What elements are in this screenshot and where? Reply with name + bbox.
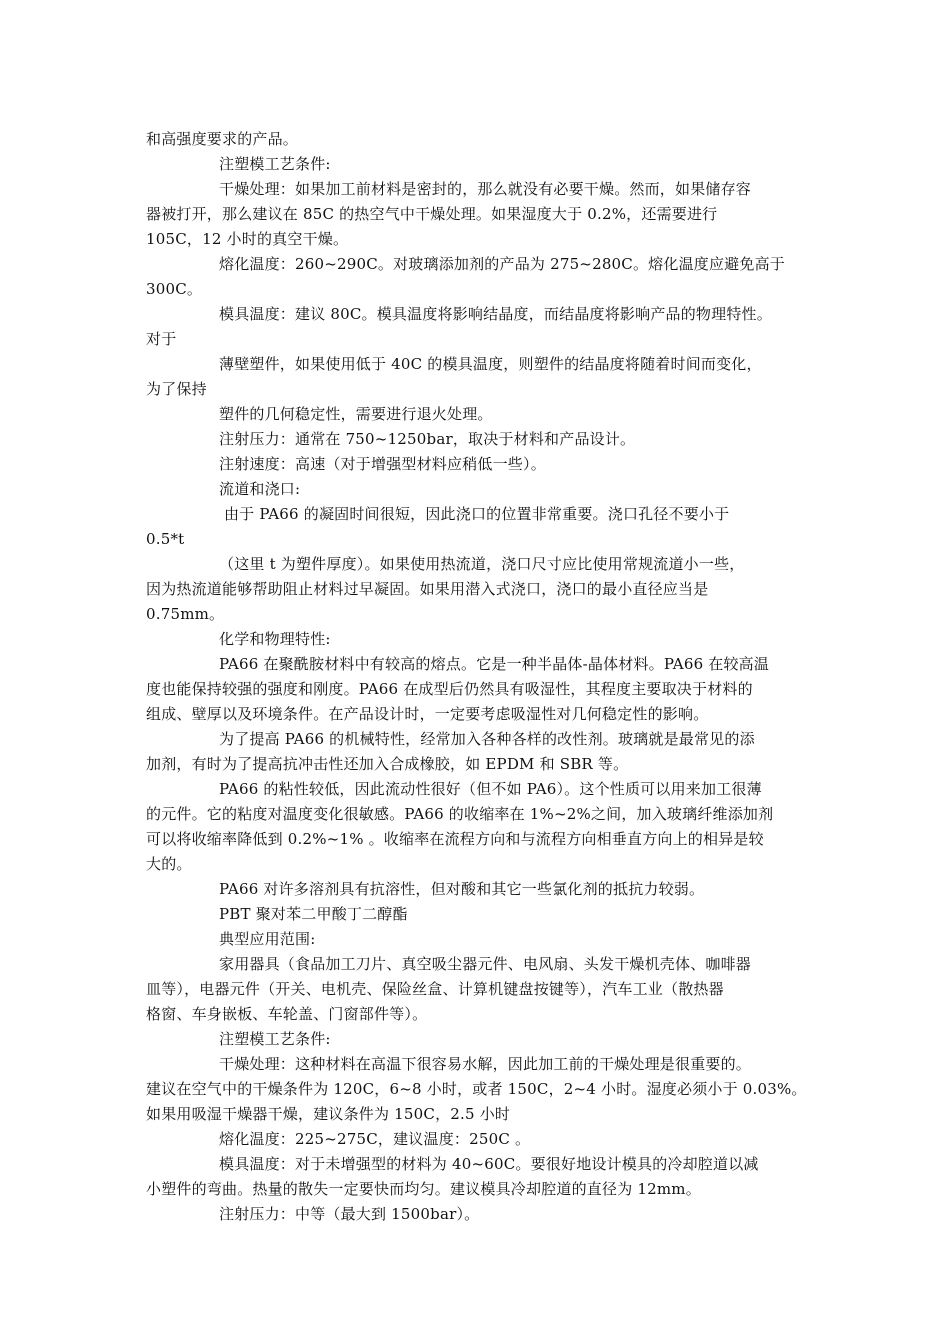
- text-line: 对于: [146, 330, 177, 348]
- text-line: 0.75mm。: [146, 605, 225, 623]
- text-line: PA66 对许多溶剂具有抗溶性，但对酸和其它一些氯化剂的抵抗力较弱。: [219, 880, 705, 898]
- text-line: 皿等），电器元件（开关、电机壳、保险丝盒、计算机键盘按键等），汽车工业（散热器: [146, 980, 724, 998]
- text-line: 化学和物理特性:: [219, 630, 331, 648]
- text-line: 0.5*t: [146, 530, 185, 548]
- text-line: 流道和浇口:: [219, 480, 301, 498]
- text-line: 家用器具（食品加工刀片、真空吸尘器元件、电风扇、头发干燥机壳体、咖啡器: [219, 955, 752, 973]
- text-line: 为了提高 PA66 的机械特性，经常加入各种各样的改性剂。玻璃就是最常见的添: [219, 730, 755, 748]
- text-line: 典型应用范围:: [219, 930, 316, 948]
- text-line: 大的。: [146, 855, 192, 873]
- text-line: 熔化温度：225~275C，建议温度：250C 。: [219, 1130, 531, 1148]
- text-line: PBT 聚对苯二甲酸丁二醇酯: [219, 905, 408, 923]
- text-line: 注射压力：中等（最大到 1500bar）。: [219, 1205, 480, 1223]
- text-line: 由于 PA66 的凝固时间很短，因此浇口的位置非常重要。浇口孔径不要小于: [219, 505, 730, 523]
- text-line: 105C，12 小时的真空干燥。: [146, 230, 349, 248]
- text-line: 模具温度：对于未增强型的材料为 40~60C。要很好地设计模具的冷却腔道以减: [219, 1155, 759, 1173]
- text-line: 可以将收缩率降低到 0.2%~1% 。收缩率在流程方向和与流程方向相垂直方向上的相异是较: [146, 830, 764, 848]
- text-line: 干燥处理：如果加工前材料是密封的，那么就没有必要干燥。然而，如果储存容: [219, 180, 752, 198]
- text-line: 薄壁塑件，如果使用低于 40C 的模具温度，则塑件的结晶度将随着时间而变化，: [219, 355, 762, 373]
- text-line: 组成、壁厚以及环境条件。在产品设计时，一定要考虑吸湿性对几何稳定性的影响。: [146, 705, 709, 723]
- text-line: 注塑模工艺条件:: [219, 155, 331, 173]
- text-line: 的元件。它的粘度对温度变化很敏感。PA66 的收缩率在 1%~2%之间，加入玻璃纤维添加剂: [146, 805, 774, 823]
- text-line: PA66 在聚酰胺材料中有较高的熔点。它是一种半晶体-晶体材料。PA66 在较高温: [219, 655, 770, 673]
- text-line: 加剂，有时为了提高抗冲击性还加入合成橡胶，如 EPDM 和 SBR 等。: [146, 755, 629, 773]
- text-line: 注塑模工艺条件:: [219, 1030, 331, 1048]
- text-line: 模具温度：建议 80C。模具温度将影响结晶度，而结晶度将影响产品的物理特性。: [219, 305, 772, 323]
- text-line: 度也能保持较强的强度和刚度。PA66 在成型后仍然具有吸湿性，其程度主要取决于材料的: [146, 680, 753, 698]
- text-line: 塑件的几何稳定性，需要进行退火处理。: [219, 405, 493, 423]
- text-line: 熔化温度：260~290C。对玻璃添加剂的产品为 275~280C。熔化温度应避免高于: [219, 255, 785, 273]
- text-line: （这里 t 为塑件厚度）。如果使用热流道，浇口尺寸应比使用常规流道小一些，: [219, 555, 745, 573]
- text-line: 注射压力：通常在 750~1250bar，取决于材料和产品设计。: [219, 430, 636, 448]
- text-line: 格窗、车身嵌板、车轮盖、门窗部件等）。: [146, 1005, 428, 1023]
- text-line: 干燥处理：这种材料在高温下很容易水解，因此加工前的干燥处理是很重要的。: [219, 1055, 752, 1073]
- text-line: 300C。: [146, 280, 203, 298]
- text-line: 因为热流道能够帮助阻止材料过早凝固。如果用潜入式浇口，浇口的最小直径应当是: [146, 580, 709, 598]
- text-line: 注射速度：高速（对于增强型材料应稍低一些）。: [219, 455, 546, 473]
- text-line: 和高强度要求的产品。: [146, 130, 299, 148]
- text-line: 如果用吸湿干燥器干燥，建议条件为 150C，2.5 小时: [146, 1105, 511, 1123]
- text-line: 器被打开，那么建议在 85C 的热空气中干燥处理。如果湿度大于 0.2%，还需要进行: [146, 205, 718, 223]
- text-line: 为了保持: [146, 380, 207, 398]
- text-line: 建议在空气中的干燥条件为 120C，6~8 小时，或者 150C，2~4 小时。湿度必须小于 0.03%。: [146, 1080, 807, 1098]
- text-line: 小塑件的弯曲。热量的散失一定要快而均匀。建议模具冷却腔道的直径为 12mm。: [146, 1180, 701, 1198]
- text-line: PA66 的粘性较低，因此流动性很好（但不如 PA6）。这个性质可以用来加工很薄: [219, 780, 762, 798]
